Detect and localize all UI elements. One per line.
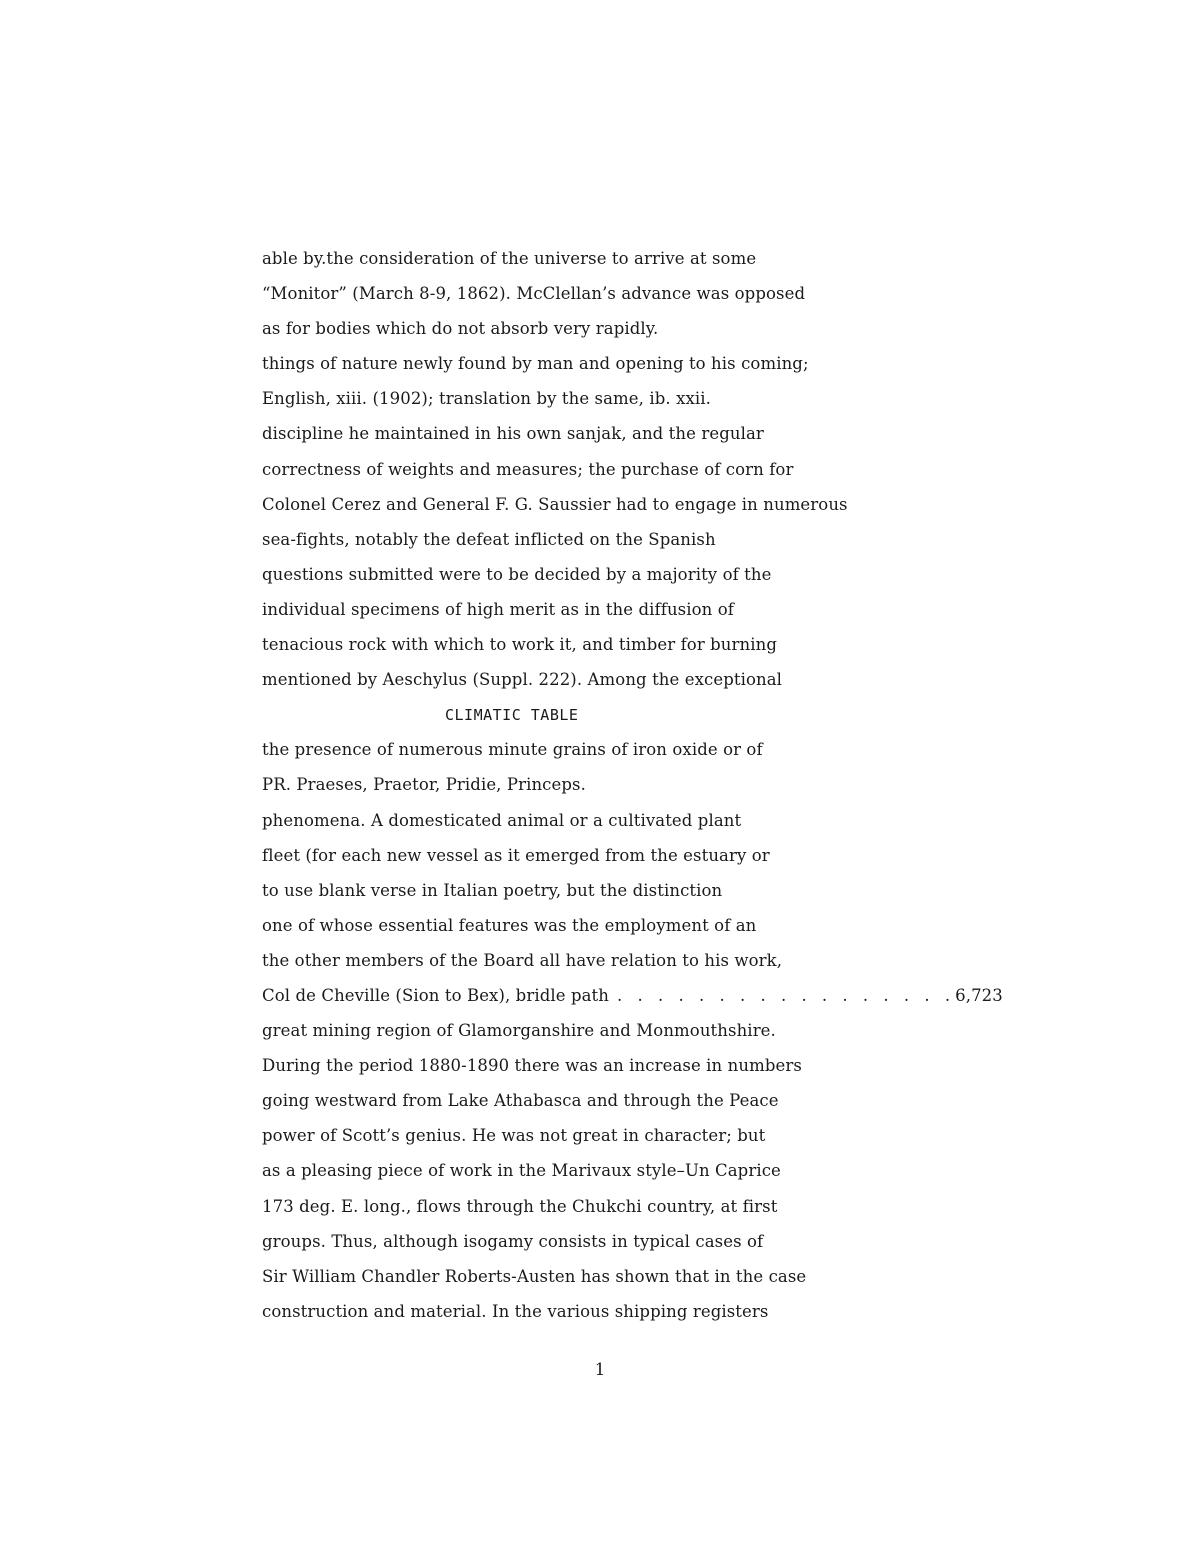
page-number: 1 xyxy=(594,1360,606,1379)
text-line: one of whose essential features was the employment of an xyxy=(262,915,757,935)
text-line: the other members of the Board all have relation to his work, xyxy=(262,950,783,970)
text-line: fleet (for each new vessel as it emerged from the estuary or xyxy=(262,845,770,865)
text-line: During the period 1880-1890 there was an increase in numbers xyxy=(262,1056,802,1076)
text-line: phenomena. A domesticated animal or a cultivated plant xyxy=(262,810,742,830)
table-entry-label: Col de Cheville (Sion to Bex), bridle path xyxy=(262,985,610,1005)
text-line: as a pleasing piece of work in the Marivaux style–Un Caprice xyxy=(262,1161,781,1181)
text-line: power of Scott’s genius. He was not great in character; but xyxy=(262,1126,766,1146)
text-line: the presence of numerous minute grains of iron oxide or of xyxy=(262,740,763,760)
text-line: to use blank verse in Italian poetry, but the distinction xyxy=(262,880,723,900)
table-entry xyxy=(262,982,1003,1017)
text-line: questions submitted were to be decided by a majority of the xyxy=(262,564,772,584)
text-line: mentioned by Aeschylus (Suppl. 222). Among the exceptional xyxy=(262,670,783,690)
text-line: things of nature newly found by man and opening to his coming; xyxy=(262,354,809,374)
text-line: tenacious rock with which to work it, and timber for burning xyxy=(262,635,778,655)
text-line: groups. Thus, although isogamy consists in typical cases of xyxy=(262,1231,764,1251)
text-line: Colonel Cerez and General F. G. Saussier had to engage in numerous xyxy=(262,494,848,514)
text-line: able by.the consideration of the universe to arrive at some xyxy=(262,249,757,268)
text-line: construction and material. In the various shipping registers xyxy=(262,1301,769,1321)
text-line: sea-fights, notably the defeat inflicted on the Spanish xyxy=(262,529,716,549)
text-line: going westward from Lake Athabasca and through the Peace xyxy=(262,1091,779,1111)
table-entry-value: 6,723 xyxy=(955,985,1003,1005)
text-line: discipline he maintained in his own sanjak, and the regular xyxy=(262,424,764,444)
dot-leader: . . . . . . . . . . . . . . . . . xyxy=(617,985,956,1005)
text-line: “Monitor” (March 8-9, 1862). McClellan’s advance was opposed xyxy=(262,284,806,304)
text-line: English, xiii. (1902); translation by the same, ib. xxii. xyxy=(262,389,711,409)
text-line: great mining region of Glamorganshire and Monmouthshire. xyxy=(262,1021,776,1041)
table-heading: CLIMATIC TABLE xyxy=(445,706,579,725)
text-line: Sir William Chandler Roberts-Austen has shown that in the case xyxy=(262,1266,807,1286)
text-line: individual specimens of high merit as in the diffusion of xyxy=(262,599,734,619)
text-line: PR. Praeses, Praetor, Pridie, Princeps. xyxy=(262,775,586,795)
body-text xyxy=(262,245,1003,1333)
text-line: correctness of weights and measures; the purchase of corn for xyxy=(262,459,794,479)
text-line: as for bodies which do not absorb very rapidly. xyxy=(262,319,659,339)
text-line: 173 deg. E. long., flows through the Chukchi country, at first xyxy=(262,1196,778,1216)
